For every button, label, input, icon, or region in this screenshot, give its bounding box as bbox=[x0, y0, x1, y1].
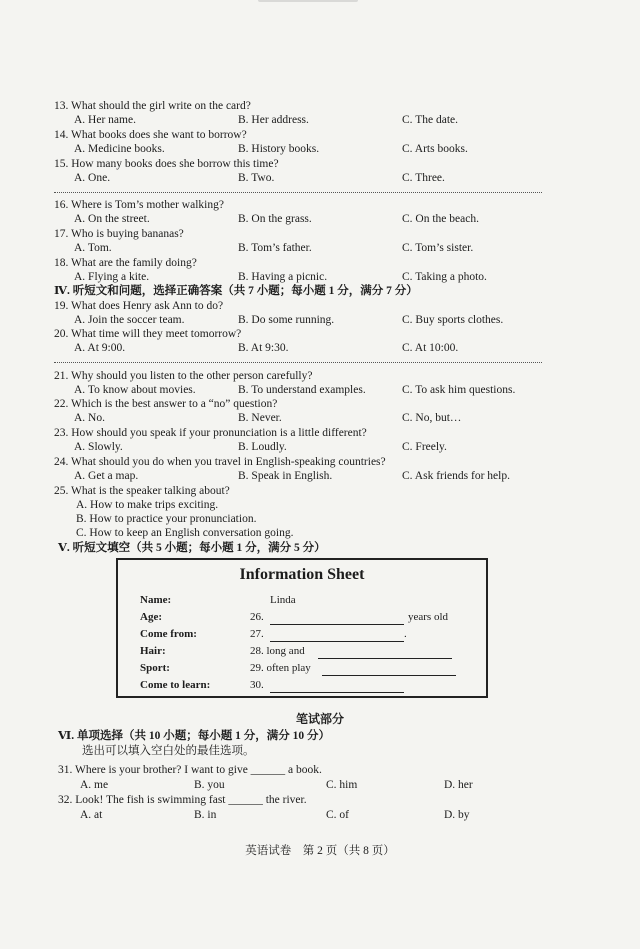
q31-option-c: C. him bbox=[326, 779, 358, 791]
info-label-age: Age: bbox=[140, 611, 162, 623]
blank-30[interactable] bbox=[270, 692, 404, 693]
q13-option-b: B. Her address. bbox=[238, 114, 309, 126]
q21-option-b: B. To understand examples. bbox=[238, 384, 366, 396]
page-footer: 英语试卷 第 2 页（共 8 页） bbox=[245, 845, 395, 857]
info-suffix-come-from: . bbox=[404, 628, 407, 640]
question-25: 25. What is the speaker talking about? bbox=[54, 485, 230, 497]
q19-option-a: A. Join the soccer team. bbox=[74, 314, 185, 326]
q18-option-c: C. Taking a photo. bbox=[402, 271, 487, 283]
q16-option-b: B. On the grass. bbox=[238, 213, 312, 225]
info-value-sport: 29. often play bbox=[250, 662, 311, 674]
q25-option-b: B. How to practice your pronunciation. bbox=[76, 513, 257, 525]
info-label-come-from: Come from: bbox=[140, 628, 197, 640]
info-value-hair: 28. long and bbox=[250, 645, 305, 657]
q15-option-b: B. Two. bbox=[238, 172, 275, 184]
top-edge-mark bbox=[258, 0, 358, 2]
q23-option-c: C. Freely. bbox=[402, 441, 447, 453]
q14-option-b: B. History books. bbox=[238, 143, 320, 155]
q16-option-a: A. On the street. bbox=[74, 213, 150, 225]
q14-option-c: C. Arts books. bbox=[402, 143, 468, 155]
q19-option-c: C. Buy sports clothes. bbox=[402, 314, 504, 326]
q18-option-a: A. Flying a kite. bbox=[74, 271, 150, 283]
q21-option-a: A. To know about movies. bbox=[74, 384, 196, 396]
q15-option-c: C. Three. bbox=[402, 172, 445, 184]
q23-option-b: B. Loudly. bbox=[238, 441, 287, 453]
q20-option-a: A. At 9:00. bbox=[74, 342, 126, 354]
question-24: 24. What should you do when you travel in English-speaking countries? bbox=[54, 456, 386, 468]
q31-option-d: D. her bbox=[444, 779, 473, 791]
blank-29[interactable] bbox=[322, 675, 456, 676]
q22-option-a: A. No. bbox=[74, 412, 105, 424]
information-sheet bbox=[116, 558, 488, 698]
written-part-heading: 笔试部分 bbox=[295, 712, 344, 726]
q32-option-b: B. in bbox=[194, 809, 217, 821]
q21-option-c: C. To ask him questions. bbox=[402, 384, 516, 396]
q24-option-b: B. Speak in English. bbox=[238, 470, 333, 482]
info-label-name: Name: bbox=[140, 594, 172, 606]
q32-option-c: C. of bbox=[326, 809, 349, 821]
question-20: 20. What time will they meet tomorrow? bbox=[54, 328, 242, 340]
q14-option-a: A. Medicine books. bbox=[74, 143, 165, 155]
blank-28[interactable] bbox=[318, 658, 452, 659]
divider bbox=[54, 192, 542, 193]
q17-option-b: B. Tom’s father. bbox=[238, 242, 312, 254]
question-16: 16. Where is Tom’s mother walking? bbox=[54, 199, 224, 211]
section-4-heading: Ⅳ. 听短文和问题，选择正确答案（共 7 小题；每小题 1 分，满分 7 分） bbox=[54, 285, 418, 297]
info-value-name: Linda bbox=[270, 594, 296, 606]
q22-option-b: B. Never. bbox=[238, 412, 282, 424]
question-17: 17. Who is buying bananas? bbox=[54, 228, 184, 240]
q16-option-c: C. On the beach. bbox=[402, 213, 479, 225]
q20-option-b: B. At 9:30. bbox=[238, 342, 289, 354]
q31-option-a: A. me bbox=[80, 779, 109, 791]
info-label-hair: Hair: bbox=[140, 645, 166, 657]
info-value-age: 26. bbox=[250, 611, 264, 623]
q15-option-a: A. One. bbox=[74, 172, 111, 184]
question-32: 32. Look! The fish is swimming fast ______ the river. bbox=[58, 794, 307, 806]
q25-option-c: C. How to keep an English conversation going. bbox=[76, 527, 294, 539]
question-22: 22. Which is the best answer to a “no” question? bbox=[54, 398, 278, 410]
q19-option-b: B. Do some running. bbox=[238, 314, 335, 326]
q31-option-b: B. you bbox=[194, 779, 225, 791]
question-14: 14. What books does she want to borrow? bbox=[54, 129, 247, 141]
q13-option-c: C. The date. bbox=[402, 114, 458, 126]
q24-option-a: A. Get a map. bbox=[74, 470, 139, 482]
info-label-come-to-learn: Come to learn: bbox=[140, 679, 211, 691]
q17-option-a: A. Tom. bbox=[74, 242, 112, 254]
divider bbox=[54, 362, 542, 363]
question-19: 19. What does Henry ask Ann to do? bbox=[54, 300, 224, 312]
question-21: 21. Why should you listen to the other person carefully? bbox=[54, 370, 313, 382]
q32-option-a: A. at bbox=[80, 809, 103, 821]
question-31: 31. Where is your brother? I want to give ______ a book. bbox=[58, 764, 322, 776]
question-13: 13. What should the girl write on the card? bbox=[54, 100, 251, 112]
q20-option-c: C. At 10:00. bbox=[402, 342, 459, 354]
q18-option-b: B. Having a picnic. bbox=[238, 271, 328, 283]
q25-option-a: A. How to make trips exciting. bbox=[76, 499, 219, 511]
section-6-heading: Ⅵ. 单项选择（共 10 小题；每小题 1 分，满分 10 分） bbox=[58, 730, 330, 742]
question-23: 23. How should you speak if your pronunciation is a little different? bbox=[54, 427, 367, 439]
info-suffix-age: years old bbox=[408, 611, 449, 623]
section-5-heading: Ⅴ. 听短文填空（共 5 小题；每小题 1 分，满分 5 分） bbox=[58, 542, 326, 554]
blank-26[interactable] bbox=[270, 624, 404, 625]
q17-option-c: C. Tom’s sister. bbox=[402, 242, 474, 254]
q22-option-c: C. No, but… bbox=[402, 412, 462, 424]
question-18: 18. What are the family doing? bbox=[54, 257, 197, 269]
blank-27[interactable] bbox=[270, 641, 404, 642]
info-label-sport: Sport: bbox=[140, 662, 170, 674]
q32-option-d: D. by bbox=[444, 809, 470, 821]
q24-option-c: C. Ask friends for help. bbox=[402, 470, 510, 482]
q13-option-a: A. Her name. bbox=[74, 114, 136, 126]
question-15: 15. How many books does she borrow this time? bbox=[54, 158, 279, 170]
info-value-come-from: 27. bbox=[250, 628, 264, 640]
section-6-instruction: 选出可以填入空白处的最佳选项。 bbox=[82, 745, 255, 757]
q23-option-a: A. Slowly. bbox=[74, 441, 123, 453]
info-sheet-title: Information Sheet bbox=[239, 566, 365, 583]
info-value-come-to-learn: 30. bbox=[250, 679, 264, 691]
